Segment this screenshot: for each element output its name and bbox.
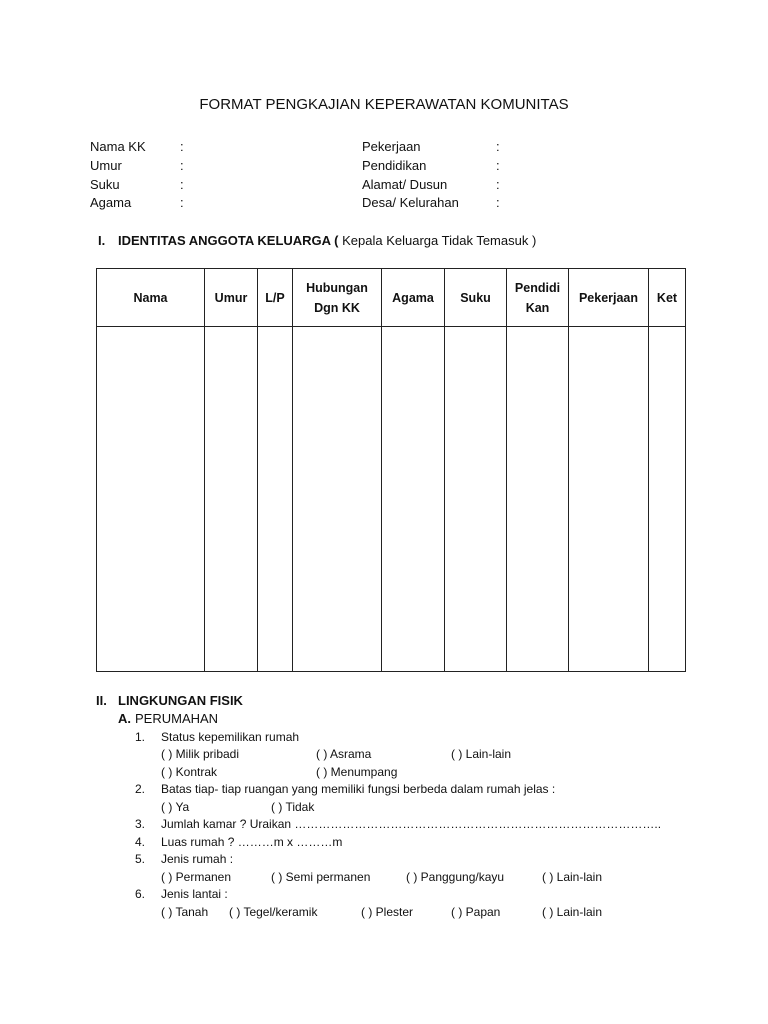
field-separator: :	[496, 195, 500, 210]
field-separator: :	[180, 177, 184, 192]
field-separator: :	[180, 195, 184, 210]
family-members-table	[96, 268, 686, 672]
field-separator: :	[496, 158, 500, 173]
column-header-pendidikan: Pendidi Kan	[507, 269, 569, 327]
field-label-pekerjaan: Pekerjaan	[362, 139, 421, 154]
option-permanen[interactable]: ( ) Permanen	[161, 870, 232, 884]
item-jenis-lantai: Jenis lantai :	[161, 887, 228, 901]
option-lain-lain[interactable]: ( ) Lain-lain	[451, 747, 512, 761]
table-cell[interactable]	[97, 327, 205, 672]
section-1-note: Kepala Keluarga Tidak Temasuk )	[342, 233, 537, 248]
table-cell[interactable]	[205, 327, 258, 672]
column-header-suku: Suku	[445, 269, 507, 327]
option-tanah[interactable]: ( ) Tanah	[161, 905, 209, 919]
option-menumpang[interactable]: ( ) Menumpang	[316, 765, 398, 779]
option-milik-pribadi[interactable]: ( ) Milik pribadi	[161, 747, 240, 761]
column-header-ket: Ket	[649, 269, 686, 327]
option-plester[interactable]: ( ) Plester	[361, 905, 414, 919]
item-luas-rumah: Luas rumah ? ………m x ………m	[161, 835, 343, 849]
column-header-nama: Nama	[97, 269, 205, 327]
subsection-heading: PERUMAHAN	[135, 711, 219, 726]
item-number: 4.	[135, 835, 146, 849]
field-separator: :	[180, 139, 184, 154]
option-tegel-keramik[interactable]: ( ) Tegel/keramik	[229, 905, 318, 919]
field-label-suku: Suku	[90, 177, 120, 192]
option-tidak[interactable]: ( ) Tidak	[271, 800, 315, 814]
option-papan[interactable]: ( ) Papan	[451, 905, 501, 919]
section-2-heading: LINGKUNGAN FISIK	[118, 693, 243, 708]
page-title: FORMAT PENGKAJIAN KEPERAWATAN KOMUNITAS	[199, 96, 569, 113]
field-label-pendidikan: Pendidikan	[362, 158, 427, 173]
table-cell[interactable]	[382, 327, 445, 672]
option-ya[interactable]: ( ) Ya	[161, 800, 190, 814]
column-header-hubungan: Hubungan Dgn KK	[293, 269, 382, 327]
item-number: 3.	[135, 817, 146, 831]
item-number: 5.	[135, 852, 146, 866]
field-label-nama-kk: Nama KK	[90, 139, 146, 154]
item-status-kepemilikan: Status kepemilikan rumah	[161, 730, 300, 744]
option-asrama[interactable]: ( ) Asrama	[316, 747, 372, 761]
table-header-row	[97, 269, 686, 327]
column-header-lp: L/P	[258, 269, 293, 327]
item-jenis-rumah: Jenis rumah :	[161, 852, 234, 866]
table-row	[97, 327, 686, 672]
subsection-letter: A.	[118, 711, 131, 726]
option-lain-lain[interactable]: ( ) Lain-lain	[542, 905, 603, 919]
column-header-umur: Umur	[205, 269, 258, 327]
item-number: 6.	[135, 887, 146, 901]
table-cell[interactable]	[569, 327, 649, 672]
field-separator: :	[496, 139, 500, 154]
item-batas-ruangan: Batas tiap- tiap ruangan yang memiliki fungsi berbeda dalam rumah jelas :	[161, 782, 556, 796]
table-cell[interactable]	[293, 327, 382, 672]
option-panggung-kayu[interactable]: ( ) Panggung/kayu	[406, 870, 505, 884]
section-1-heading-line	[118, 234, 536, 247]
section-2-number: II.	[96, 693, 107, 708]
table-cell[interactable]	[507, 327, 569, 672]
field-label-agama: Agama	[90, 195, 132, 210]
option-lain-lain[interactable]: ( ) Lain-lain	[542, 870, 603, 884]
section-1-number: I.	[98, 233, 106, 248]
option-kontrak[interactable]: ( ) Kontrak	[161, 765, 218, 779]
table-cell[interactable]	[445, 327, 507, 672]
table-cell[interactable]	[258, 327, 293, 672]
item-number: 2.	[135, 782, 146, 796]
item-jumlah-kamar: Jumlah kamar ? Uraikan ………………………………………………………………………………..	[161, 817, 662, 831]
field-label-alamat-dusun: Alamat/ Dusun	[362, 177, 448, 192]
section-1-heading: IDENTITAS ANGGOTA KELUARGA (	[118, 233, 339, 248]
item-number: 1.	[135, 730, 146, 744]
column-header-agama: Agama	[382, 269, 445, 327]
field-label-desa-kelurahan: Desa/ Kelurahan	[362, 195, 459, 210]
column-header-pekerjaan: Pekerjaan	[569, 269, 649, 327]
table-cell[interactable]	[649, 327, 686, 672]
field-separator: :	[496, 177, 500, 192]
field-label-umur: Umur	[90, 158, 122, 173]
field-separator: :	[180, 158, 184, 173]
option-semi-permanen[interactable]: ( ) Semi permanen	[271, 870, 371, 884]
